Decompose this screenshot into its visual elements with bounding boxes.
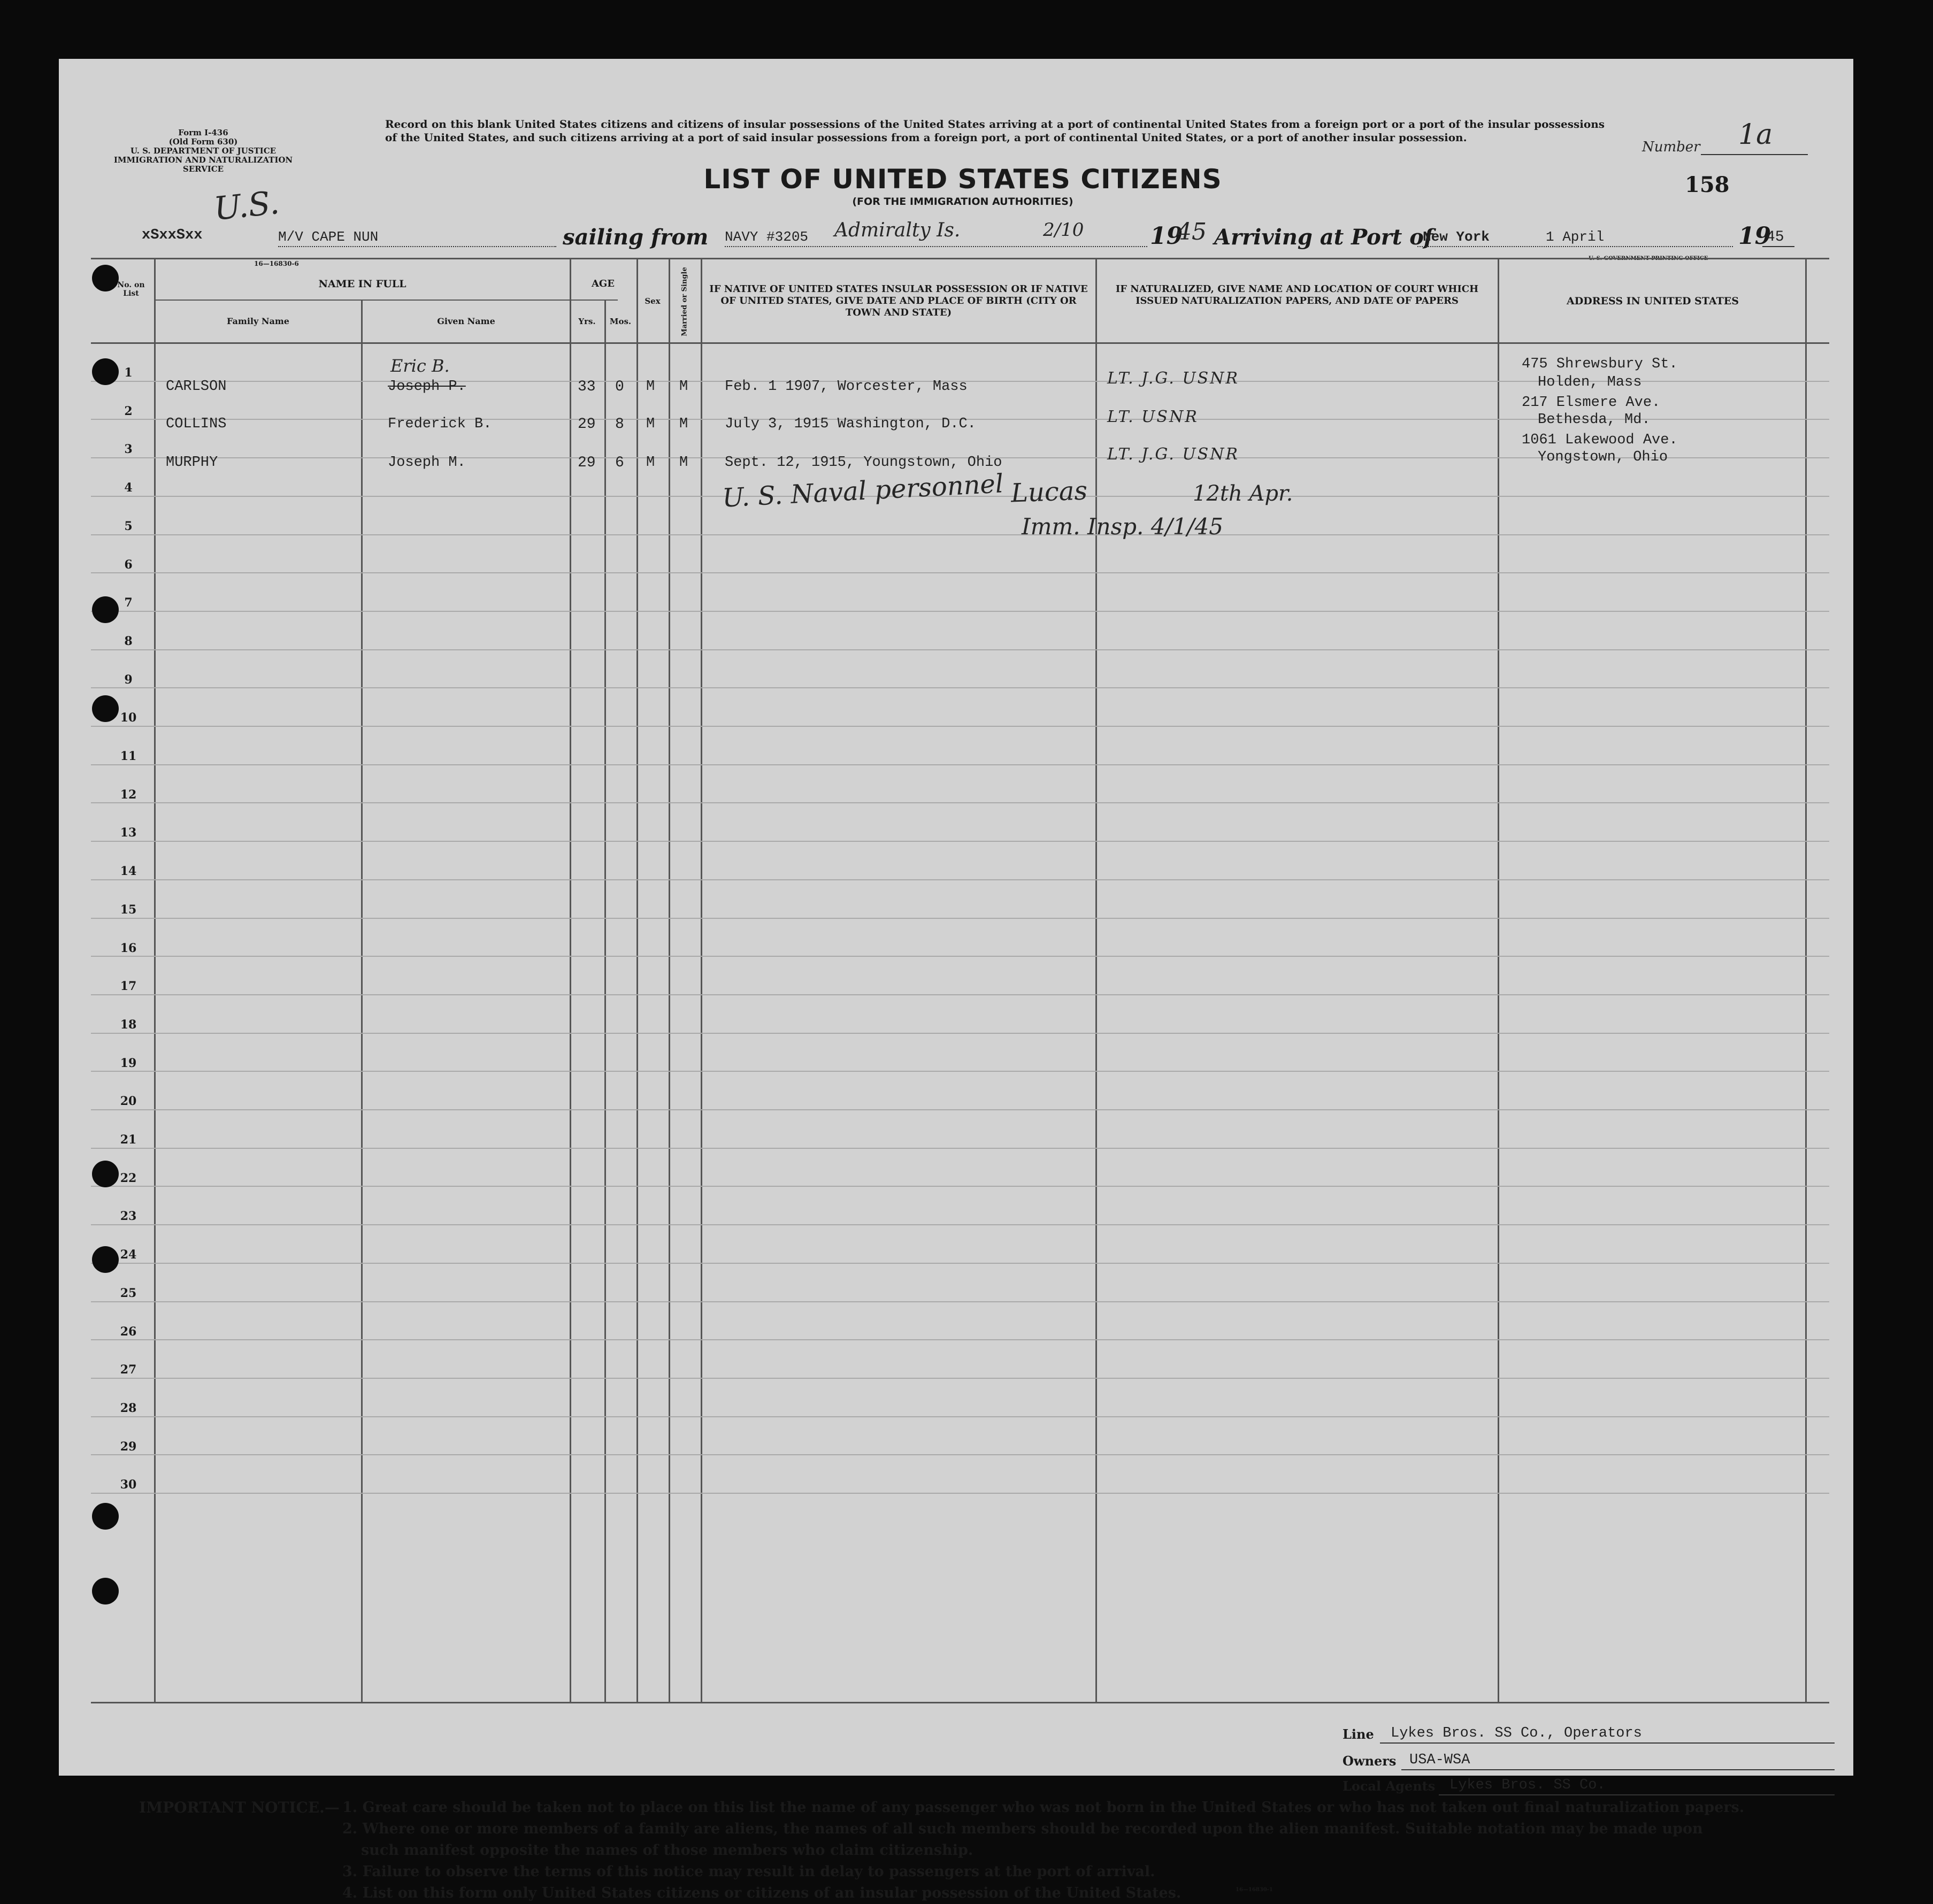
row-line [91, 1378, 1829, 1379]
col-line [1498, 258, 1499, 1703]
binder-hole [92, 1578, 119, 1604]
address-line-1: 1061 Lakewood Ave. [1522, 432, 1678, 448]
birth-info: July 3, 1915 Washington, D.C. [725, 416, 976, 432]
row-line [91, 1071, 1829, 1072]
notice-item-4: 4. List on this form only United States citizens or citizens of an insular possession of the United States. [342, 1885, 1182, 1901]
col-birth-header: IF NATIVE OF UNITED STATES INSULAR POSSESSION OR IF NATIVE OF UNITED STATES, GIVE DATE AND PLACE OF BIRTH (CITY OR TOWN AND STATE) [709, 283, 1088, 318]
row-line [91, 1148, 1829, 1149]
marital-status: M [679, 379, 688, 395]
sex: M [646, 379, 655, 395]
col-age-header: AGE [591, 278, 615, 289]
inspection-date: 12th Apr. [1193, 481, 1293, 506]
col-line [701, 258, 702, 1703]
row-line [91, 1339, 1829, 1340]
binder-hole [92, 358, 119, 385]
row-line [91, 994, 1829, 995]
binder-hole [92, 1246, 119, 1273]
service: IMMIGRATION AND NATURALIZATION SERVICE [113, 155, 293, 174]
sailing-from-handwritten: Admiralty Is. [834, 219, 961, 241]
row-number: 16 [120, 941, 137, 955]
row-line [91, 1263, 1829, 1264]
notice-item-2-cont: such manifest opposite the names of those members who claim citizenship. [361, 1842, 973, 1859]
row-number: 29 [120, 1439, 137, 1454]
number-label: Number [1642, 139, 1700, 155]
form-id-block [102, 128, 305, 174]
col-yrs-header: Yrs. [578, 317, 596, 326]
marital-status: M [679, 416, 688, 432]
age-years: 29 [578, 455, 596, 471]
ss-prefix: xSxxSxx [142, 227, 203, 243]
page-title: LIST OF UNITED STATES CITIZENS [703, 164, 1222, 195]
row-line [91, 918, 1829, 919]
address-line-2: Bethesda, Md. [1538, 412, 1651, 428]
row-line [91, 611, 1829, 612]
form-sheet [59, 59, 1853, 1901]
given-name: Joseph P. [388, 379, 466, 395]
owners-label: Owners [1343, 1753, 1397, 1769]
col-line [636, 258, 638, 1703]
table-top-border [91, 258, 1829, 259]
number-underline [1701, 154, 1808, 155]
binder-hole [92, 695, 119, 722]
age-months: 6 [615, 455, 624, 471]
year-handwritten: 45 [1177, 218, 1207, 245]
col-naturalized-header: IF NATURALIZED, GIVE NAME AND LOCATION OF COURT WHICH ISSUED NATURALIZATION PAPERS, AND DATE OF PAPERS [1115, 283, 1479, 306]
row-number: 18 [120, 1017, 137, 1032]
notice-title: IMPORTANT NOTICE.— [139, 1799, 340, 1816]
table-bottom-border [91, 1702, 1829, 1703]
row-line [91, 841, 1829, 842]
row-line [91, 1493, 1829, 1494]
binder-hole [92, 265, 119, 291]
row-number: 30 [120, 1478, 137, 1492]
notice-item-3: 3. Failure to observe the terms of this notice may result in delay to passengers at the port of arrival. [342, 1863, 1155, 1880]
owners-value: USA-WSA [1409, 1752, 1470, 1768]
row-line [91, 1416, 1829, 1417]
sailing-underline [725, 246, 1147, 247]
sailing-date: 2/10 [1043, 219, 1084, 241]
col-address-header: ADDRESS IN UNITED STATES [1567, 295, 1739, 307]
given-name: Joseph M. [388, 455, 466, 471]
row-number: 12 [120, 787, 137, 802]
address-line-2: Yongstown, Ohio [1538, 449, 1668, 465]
form-id: Form I-436 [178, 128, 228, 137]
family-name: COLLINS [166, 416, 227, 432]
row-number: 21 [120, 1133, 137, 1147]
row-line [91, 1109, 1829, 1110]
owners-underline [1401, 1769, 1835, 1770]
col-line [1095, 258, 1097, 1703]
arriving-label: Arriving at Port of [1214, 225, 1433, 250]
row-number: 2 [124, 404, 133, 418]
row-number: 11 [120, 749, 137, 763]
col-line [1805, 258, 1807, 1703]
sailing-from-port: NAVY #3205 [725, 229, 809, 245]
row-line [91, 1454, 1829, 1455]
col-married-header-cell [669, 262, 701, 341]
row-number: 1 [124, 366, 133, 380]
line-underline [1380, 1742, 1835, 1744]
row-number: 6 [124, 557, 133, 572]
row-line [91, 1033, 1829, 1034]
row-number: 24 [120, 1248, 137, 1262]
marital-status: M [679, 455, 688, 471]
row-line [91, 1301, 1829, 1302]
row-line [91, 534, 1829, 535]
row-line [91, 879, 1829, 880]
row-number: 28 [120, 1401, 137, 1415]
row-number: 15 [120, 902, 137, 917]
inspector-signature: Lucas [1010, 475, 1088, 509]
family-name: MURPHY [166, 455, 218, 471]
old-form: (Old Form 630) [168, 137, 238, 147]
address-line-1: 217 Elsmere Ave. [1522, 395, 1661, 411]
line-label: Line [1343, 1726, 1374, 1742]
row-number: 17 [120, 979, 137, 994]
row-line [91, 726, 1829, 727]
row-line [91, 649, 1829, 650]
row-number: 5 [124, 519, 133, 533]
agents-value: Lykes Bros. SS Co. [1449, 1777, 1606, 1793]
handwritten-note: U. S. Naval personnel [721, 469, 1004, 513]
row-number: 22 [120, 1171, 137, 1185]
binder-hole [92, 596, 119, 623]
age-months: 0 [615, 379, 624, 395]
col-sex-header: Sex [645, 296, 661, 306]
row-number: 19 [120, 1056, 137, 1070]
naturalization-info: LT. USNR [1107, 408, 1199, 426]
arrival-port: New York [1423, 229, 1490, 245]
binder-hole [92, 1503, 119, 1530]
inspector-stamp: Imm. Insp. 4/1/45 [1022, 513, 1223, 540]
number-value: 1a [1738, 119, 1773, 151]
vessel-name: M/V CAPE NUN [278, 229, 379, 245]
birth-info: Sept. 12, 1915, Youngstown, Ohio [725, 455, 1002, 471]
row-line [91, 764, 1829, 765]
col-mos-header: Mos. [609, 317, 632, 326]
address-line-1: 475 Shrewsbury St. [1522, 356, 1678, 372]
address-line-2: Holden, Mass [1538, 374, 1642, 390]
given-name: Frederick B. [388, 416, 492, 432]
page-subtitle: (FOR THE IMMIGRATION AUTHORITIES) [852, 196, 1073, 208]
age-years: 33 [578, 379, 596, 395]
sex: M [646, 455, 655, 471]
row-number: 3 [124, 442, 133, 457]
intro-text: Record on this blank United States citizens and citizens of insular possessions of the United States arriving at a port of continental United States from a foreign port or a port of the insular possessions of the United States, and such citizens arriving at a port of said insular possessions from a foreign port, a port of continental United States, or a port of another insular possession. [385, 118, 1605, 144]
age-months: 8 [615, 416, 624, 433]
arrival-date: 1 April [1546, 229, 1605, 245]
arrival-year: 45 [1766, 229, 1784, 245]
row-number: 20 [120, 1094, 137, 1109]
department: U. S. DEPARTMENT OF JUSTICE [130, 146, 277, 156]
col-given-header: Given Name [437, 316, 495, 326]
print-code-bottom: 16—16830-1 [1236, 1887, 1273, 1893]
col-name-header: NAME IN FULL [318, 278, 406, 290]
name-age-divider [155, 300, 618, 301]
page-number: 158 [1685, 172, 1730, 197]
row-line [91, 1186, 1829, 1187]
row-line [91, 572, 1829, 573]
row-line [91, 1224, 1829, 1225]
row-number: 13 [120, 826, 137, 840]
row-number: 26 [120, 1324, 137, 1339]
row-number: 27 [120, 1363, 137, 1377]
row-number: 14 [120, 864, 137, 879]
row-line [91, 956, 1829, 957]
row-number: 10 [120, 711, 137, 725]
birth-info: Feb. 1 1907, Worcester, Mass [725, 379, 968, 395]
row-number: 25 [120, 1286, 137, 1300]
col-line [570, 258, 571, 1703]
row-number: 4 [124, 481, 133, 495]
vessel-underline [278, 246, 556, 247]
sex: M [646, 416, 655, 432]
agents-label: Local Agents [1343, 1778, 1436, 1794]
binder-hole [92, 1161, 119, 1187]
col-married-header: Married or Single [680, 267, 689, 336]
col-no-header: No. on List [117, 281, 145, 298]
col-family-header: Family Name [227, 316, 289, 326]
naturalization-info: LT. J.G. USNR [1107, 445, 1240, 464]
vessel-annotation: U.S. [212, 183, 281, 228]
row-number: 8 [124, 634, 133, 648]
sailing-from-label: sailing from [563, 225, 709, 250]
age-years: 29 [578, 416, 596, 433]
notice-item-2: 2. Where one or more members of a family are aliens, the names of all such members should be recorded upon the alien manifest. Suitable notation may be made upon [342, 1821, 1703, 1837]
arrival-year-prefix: 19 [1738, 222, 1771, 250]
header-bottom-border [91, 342, 1829, 344]
col-line [669, 258, 670, 1703]
notice-item-1: 1. Great care should be taken not to place on this list the name of any passenger who was not born in the United States or who has not taken out final naturalization papers. [342, 1799, 1745, 1816]
row-line [91, 802, 1829, 803]
given-name-correction: Eric B. [390, 356, 450, 376]
row-number: 7 [124, 596, 133, 610]
arrival-year-underline [1762, 246, 1794, 247]
arrival-underline [1417, 246, 1733, 247]
naturalization-info: LT. J.G. USNR [1107, 369, 1240, 388]
year-prefix: 19 [1150, 222, 1183, 250]
line-value: Lykes Bros. SS Co., Operators [1391, 1725, 1642, 1741]
family-name: CARLSON [166, 379, 227, 395]
col-line [154, 258, 156, 1703]
row-line [91, 687, 1829, 688]
row-number: 9 [124, 672, 133, 687]
agents-underline [1439, 1794, 1835, 1795]
row-number: 23 [120, 1209, 137, 1224]
print-code-top: 16—16830-6 [254, 260, 299, 267]
